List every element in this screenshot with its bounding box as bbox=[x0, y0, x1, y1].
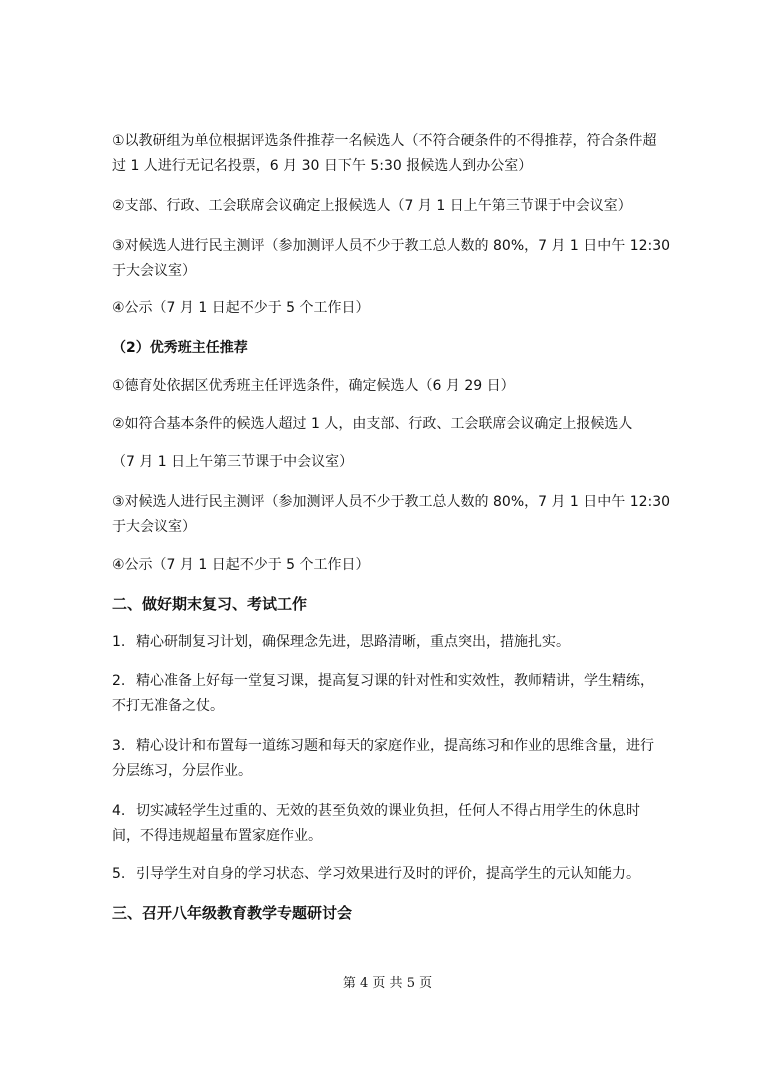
paragraph-democratic-eval-line1: ③对候选人进行民主测评（参加测评人员不少于教工总人数的 80%，7 月 1 日中午 12:30 bbox=[112, 238, 671, 254]
section-heading-review: 二、做好期末复习、考试工作 bbox=[112, 595, 308, 613]
subheading-head-teacher: （2）优秀班主任推荐 bbox=[112, 340, 248, 356]
list-item-number: 3. bbox=[112, 738, 126, 754]
paragraph-publicity2: ④公示（7 月 1 日起不少于 5 个工作日） bbox=[112, 557, 370, 573]
paragraph-recommend-line1: ①以教研组为单位根据评选条件推荐一名候选人（不符合硬条件的不得推荐，符合条件超 bbox=[112, 133, 657, 149]
paragraph-democratic-eval-line2: 于大会议室） bbox=[112, 263, 196, 279]
list-item-text: 精心设计和布置每一道练习题和每天的家庭作业，提高练习和作业的思维含量，进行 bbox=[136, 738, 654, 754]
paragraph-democratic-eval2-line2: 于大会议室） bbox=[112, 519, 196, 535]
list-item bbox=[112, 671, 692, 691]
list-item bbox=[112, 736, 692, 756]
list-item-number: 1. bbox=[112, 634, 126, 650]
list-item-number: 5. bbox=[112, 866, 126, 882]
list-item-text: 精心准备上好每一堂复习课，提高复习课的针对性和实效性，教师精讲，学生精练， bbox=[136, 673, 654, 689]
section-heading-seminar: 三、召开八年级教育教学专题研讨会 bbox=[112, 904, 353, 922]
list-item bbox=[112, 864, 692, 884]
list-item-continuation: 间，不得违规超量布置家庭作业。 bbox=[112, 828, 322, 844]
list-item bbox=[112, 801, 692, 821]
paragraph-meeting-time: （7 月 1 日上午第三节课于中会议室） bbox=[112, 454, 354, 470]
page-number-footer: 第 4 页 共 5 页 bbox=[342, 976, 433, 991]
list-item bbox=[112, 632, 692, 652]
paragraph-joint-meeting: ②支部、行政、工会联席会议确定上报候选人（7 月 1 日上午第三节课于中会议室） bbox=[112, 198, 632, 214]
paragraph-candidates-exceed: ②如符合基本条件的候选人超过 1 人，由支部、行政、工会联席会议确定上报候选人 bbox=[112, 416, 633, 432]
list-item-text: 精心研制复习计划，确保理念先进，思路清晰，重点突出，措施扎实。 bbox=[136, 634, 570, 650]
list-item-number: 2. bbox=[112, 673, 126, 689]
list-item-number: 4. bbox=[112, 803, 126, 819]
list-item-text: 切实减轻学生过重的、无效的甚至负效的课业负担，任何人不得占用学生的休息时 bbox=[136, 803, 640, 819]
paragraph-publicity: ④公示（7 月 1 日起不少于 5 个工作日） bbox=[112, 300, 370, 316]
paragraph-democratic-eval2-line1: ③对候选人进行民主测评（参加测评人员不少于教工总人数的 80%，7 月 1 日中午 12:30 bbox=[112, 494, 671, 510]
paragraph-moral-dept: ①德育处依据区优秀班主任评选条件，确定候选人（6 月 29 日） bbox=[112, 378, 515, 394]
paragraph-recommend-line2: 过 1 人进行无记名投票，6 月 30 日下午 5:30 报候选人到办公室） bbox=[112, 158, 533, 174]
list-item-continuation: 不打无准备之仗。 bbox=[112, 698, 224, 714]
list-item-text: 引导学生对自身的学习状态、学习效果进行及时的评价，提高学生的元认知能力。 bbox=[136, 866, 640, 882]
list-item-continuation: 分层练习，分层作业。 bbox=[112, 763, 252, 779]
